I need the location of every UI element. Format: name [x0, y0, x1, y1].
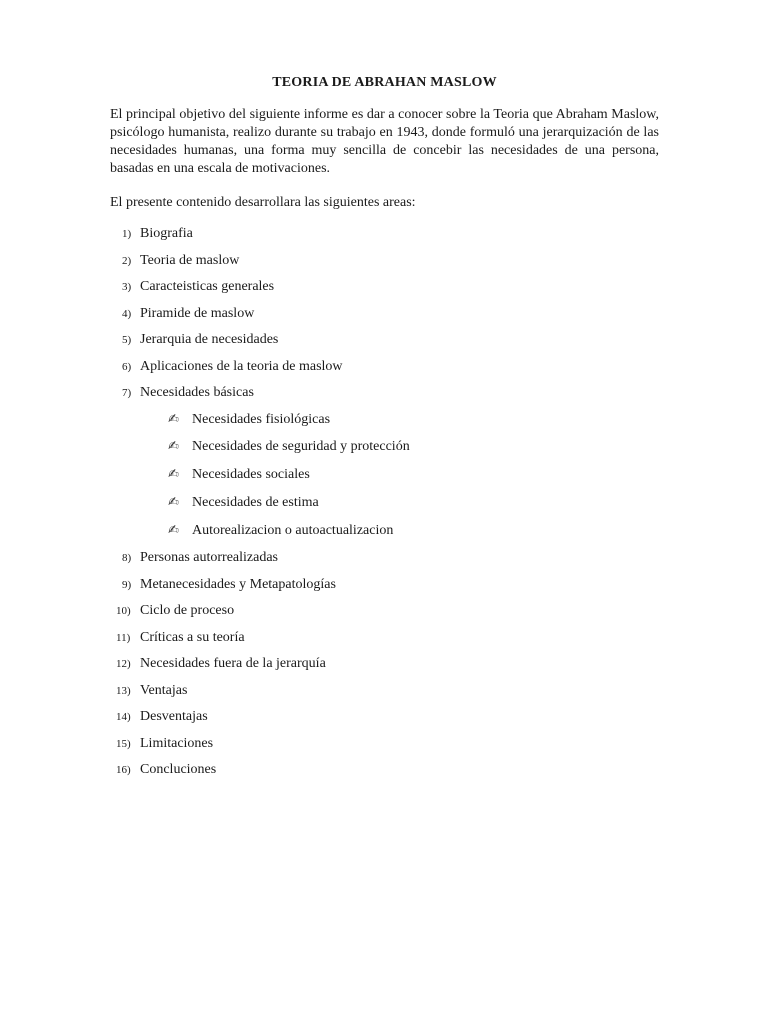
- list-item: [110, 226, 659, 253]
- list-item-label: Ciclo de proceso: [140, 603, 235, 619]
- sublist-item: [110, 439, 659, 467]
- topics-list-continued: [110, 550, 659, 789]
- list-number: 9): [122, 578, 132, 591]
- list-item: [110, 683, 659, 710]
- list-item-label: Aplicaciones de la teoria de maslow: [140, 358, 343, 374]
- list-item-label: Ventajas: [140, 682, 188, 698]
- sublist-item: [110, 523, 659, 551]
- sublist-item-label: Necesidades sociales: [192, 467, 310, 483]
- sublist-item: [110, 467, 659, 495]
- document-page: [110, 74, 659, 789]
- list-item: [110, 630, 659, 657]
- writing-hand-icon: ✍: [168, 522, 179, 538]
- list-number: 13): [116, 684, 131, 697]
- list-item: [110, 385, 659, 412]
- list-number: 3): [122, 281, 132, 293]
- writing-hand-icon: ✍: [168, 411, 179, 427]
- list-item: [110, 550, 659, 577]
- basic-needs-sublist: [110, 412, 659, 551]
- writing-hand-icon: ✍: [168, 494, 179, 510]
- sublist-item-label: Necesidades de estima: [192, 494, 319, 510]
- list-item: [110, 577, 659, 604]
- sublist-item-label: Autorealizacion o autoactualizacion: [192, 522, 394, 538]
- list-item: [110, 332, 659, 359]
- list-number: 12): [116, 658, 131, 671]
- list-item-label: Necesidades fuera de la jerarquía: [140, 656, 326, 672]
- sublist-item: [110, 495, 659, 523]
- writing-hand-icon: ✍: [168, 439, 179, 455]
- topics-list: [110, 226, 659, 412]
- sublist-item-label: Necesidades de seguridad y protección: [192, 439, 410, 455]
- list-item: [110, 762, 659, 789]
- list-item: [110, 306, 659, 333]
- list-item-label: Limitaciones: [140, 735, 214, 751]
- list-number: 11): [116, 631, 131, 644]
- list-number: 4): [122, 307, 132, 320]
- list-item: [110, 709, 659, 736]
- list-number: 6): [122, 360, 132, 373]
- list-item-label: Biografia: [140, 226, 193, 241]
- list-item: [110, 736, 659, 763]
- list-item-label: Jerarquia de necesidades: [140, 332, 279, 347]
- list-number: 5): [122, 334, 132, 346]
- list-number: 10): [116, 605, 131, 618]
- list-number: 14): [116, 711, 131, 724]
- list-item-label: Teoria de maslow: [140, 252, 240, 268]
- sublist-item: [110, 412, 659, 440]
- list-item: [110, 359, 659, 386]
- list-number: 1): [122, 228, 132, 240]
- list-number: 15): [116, 737, 131, 750]
- list-item: [110, 656, 659, 683]
- list-number: 8): [122, 552, 132, 565]
- list-item: [110, 279, 659, 306]
- list-item-label: Desventajas: [140, 709, 208, 725]
- lead-paragraph: El presente contenido desarrollara las siguientes areas:: [110, 195, 416, 210]
- list-item: [110, 253, 659, 280]
- list-number: 2): [122, 254, 132, 267]
- list-item-label: Concluciones: [140, 762, 217, 778]
- list-item-label: Necesidades básicas: [140, 385, 254, 400]
- list-item-label: Caracteisticas generales: [140, 279, 275, 294]
- list-number: 16): [116, 764, 131, 777]
- list-number: 7): [122, 387, 132, 399]
- document-title: TEORIA DE ABRAHAN MASLOW: [272, 75, 497, 90]
- list-item-label: Personas autorrealizadas: [140, 550, 278, 566]
- list-item: [110, 603, 659, 630]
- list-item-label: Críticas a su teoría: [140, 629, 245, 645]
- list-item-label: Piramide de maslow: [140, 305, 255, 321]
- writing-hand-icon: ✍: [168, 467, 179, 483]
- intro-paragraph: El principal objetivo del siguiente informe es dar a conocer sobre la Teoria que Abraham Maslow, psicólogo humanista, realizo durante su trabajo en 1943, donde formuló una jerarquización de las necesidades humanas, una forma muy sencilla de concebir las necesidades de una persona, basadas en una escala de motivaciones.: [110, 107, 659, 176]
- sublist-item-label: Necesidades fisiológicas: [192, 411, 331, 427]
- list-item-label: Metanecesidades y Metapatologías: [140, 576, 336, 592]
